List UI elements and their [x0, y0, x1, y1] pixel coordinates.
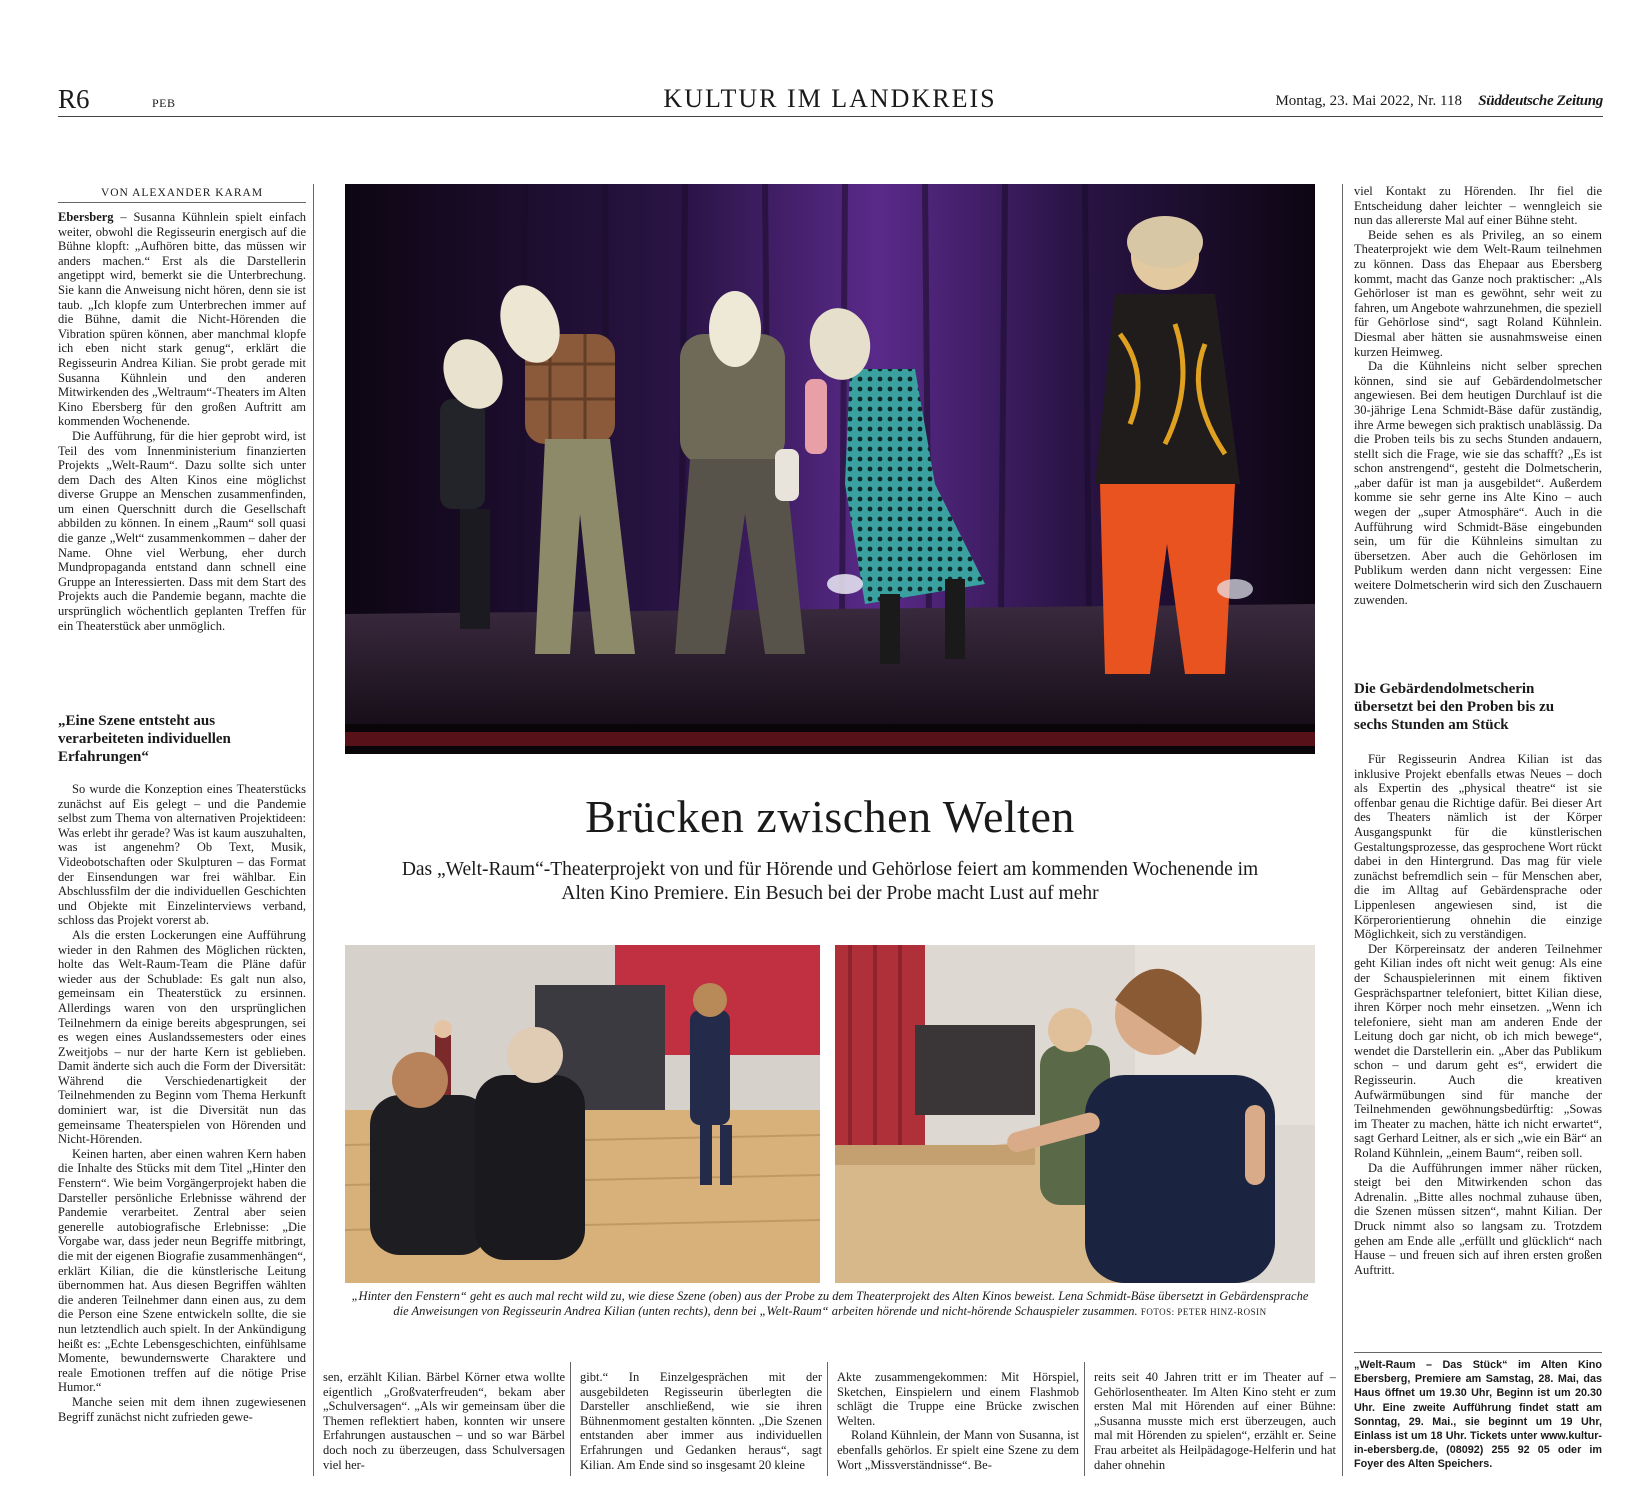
column-rule-right [1342, 184, 1343, 1476]
subheading-right: Die Gebärdendolmetscherin übersetzt bei den Proben bis zu sechs Stunden am Stück [1354, 681, 1555, 733]
article-column-bottom-2 [580, 1370, 822, 1476]
subheading-left: „Eine Szene entsteht aus verarbeiteten individuellen Erfahrungen“ [58, 713, 231, 765]
infobox-rule [1354, 1352, 1602, 1353]
article-paragraph: sen, erzählt Kilian. Bärbel Körner etwa wollte eigentlich „Großvaterfreuden“, bekam aber „Schulversagen“. „Als wir gemeinsam über die Themen reflektiert haben, konnten wir unsere Erfahrungen austauschen – und so war Bärbel doch noch zu überzeugen, dass Schulversagen viel her- [323, 1370, 565, 1472]
stage-scene-illustration [345, 184, 1315, 754]
article-column-bottom-3 [837, 1370, 1079, 1476]
article-paragraph: Manche seien mit dem ihnen zugewiesenen Begriff zunächst nicht zufrieden gewe- [58, 1394, 306, 1424]
article-paragraph: So wurde die Konzeption eines Theaterstücks zunächst auf Eis gelegt – und die Pandemie selbst zum Thema von alternativen Projektideen: Was erlebt ihr gerade? Was ist kaum auszuhalten, was ist angenehm? Ob Text, Musik, Videobotschaften oder Skulpturen – das Format der Einsendungen war frei wählbar. Ein Abschlussfilm der die individuellen Geschichten und Objekte mit Einzelinterviews verband, schloss das Projekt vorerst ab. [58, 782, 306, 928]
photo-credit: FOTOS: PETER HINZ-ROSIN [1140, 1307, 1267, 1317]
dateline-location: Ebersberg [58, 210, 114, 224]
section-title: KULTUR IM LANDKREIS [663, 84, 997, 113]
caption-text: „Hinter den Fenstern“ geht es auch mal recht wild zu, wie diese Szene (oben) aus der Probe zu dem Theaterprojekt des Alten Kinos beweist. Lena Schmidt-Bäse übersetzt in Gebärdensprache die Anweisungen von Regisseurin Andrea Kilian (unten rechts), denn bei „Welt-Raum“ arbeiten hörende und nicht-hörende Schauspieler zusammen. [351, 1289, 1309, 1318]
page-number: R6 [58, 84, 90, 114]
column-rule-bottom-3 [1084, 1362, 1085, 1476]
newspaper-logo: Süddeutsche Zeitung [1478, 93, 1603, 109]
article-paragraph: Für Regisseurin Andrea Kilian ist das inklusive Projekt ebenfalls etwas Neues – doch als Expertin des „physical theatre“ ist sie offenbar genau die Richtige dafür. Bei dieser Art des Theaters nämlich ist der Körper Ausgangspunkt für die künstlerischen Gestaltungsprozesse, das gesprochene Wort rückt dabei in den Hintergrund. Das mag für viele zunächst befremdlich sein – für Menschen aber, die im Alltag auf Gebärdensprache oder Lippenlesen angewiesen sind, ist die Körperorientierung ohnehin die einzige Möglichkeit, sich zu verständigen. [1354, 752, 1602, 942]
article-column-bottom-1 [323, 1370, 565, 1476]
article-paragraph: Die Aufführung, für die hier geprobt wird, ist Teil des vom Innenministerium finanzierten Projekts „Welt-Raum“. Dazu sollte sich unter dem Dach des Alten Kinos eine möglichst diverse Gruppe an Menschen zusammenfinden, um einen Querschnitt durch die Gesellschaft abbilden zu können. In einem „Raum“ soll quasi die ganze „Welt“ zusammenkommen – daher der Name. Ohne viel Werbung, eher durch Mundpropaganda entstand dann schnell eine Gruppe an Interessierten. Dass mit dem Start des Projekts auch die Pandemie begann, machte die ursprünglich wöchentlich geplanten Treffen für ein Theaterstück aber unmöglich. [58, 428, 306, 633]
article-column-bottom-4 [1094, 1370, 1336, 1476]
article-paragraph: Da die Kühnleins nicht selber sprechen können, sind sie auf Gebärdendolmetscher angewiesen. Bei dem heutigen Durchlauf ist die 30-jährige Lena Schmidt-Bäse dafür zuständig, ihre Arme bewegen sich praktisch unablässig. Da die Proben teils bis zu sechs Stunden andauern, stellt sich die Frage, wie sie das schafft? „Es ist schon anstrengend“, gesteht die Dolmetscherin, „aber dafür ist man ja ausgebildet“. Außerdem komme sie sehr gerne ins Alte Kino – auch wegen der „super Atmosphäre“. Auch in die Aufführung wird Schmidt-Bäse eingebunden sein, um für die Kühnleins simultan zu übersetzen. Aber auch die Gehörlosen im Publikum werden dann nicht vergessen: Eine weitere Dolmetscherin wird sich den Zuschauern zuwenden. [1354, 359, 1602, 607]
byline-rule [58, 202, 306, 203]
photo-interpreter-director [835, 945, 1315, 1283]
paragraph-text: – Susanna Kühnlein spielt einfach weiter, obwohl die Regisseurin energisch auf die Bühne klopft: „Aufhören bitte, das müssen wir anders machen.“ Erst als die Darstellerin angetippt wird, bemerkt sie die Unterbrechung. Sie kann die Anweisung nicht hören, denn sie ist taub. „Ich klopfe zum Unterbrechen immer auf die Bühne, damit die Nicht-Hörenden die Vibration spüren können, aber manchmal klopfe ich eben nicht stark genug“, erklärt die Regisseurin Andrea Kilian. Sie probt gerade mit Susanna Kühnlein und den anderen Mitwirkenden des „Weltraum“-Theaters im Alten Kino Ebersberg für den großen Auftritt am kommenden Wochenende. [58, 210, 306, 429]
article-paragraph: Als die ersten Lockerungen eine Aufführung wieder in den Rahmen des Möglichen rückten, holte das Welt-Raum-Team die Pläne dafür wieder aus der Schublade: Es galt nun also, gemeinsam ein Theaterstück zu ersinnen. Allerdings waren von den ursprünglichen Teilnehmern da einige bereits abgesprungen, sei es wegen eines Auslandssemesters oder eines Zweitjobs – nur der harte Kern ist geblieben. Damit änderte sich auch die Form der Diversität: Während die Verschiedenartigkeit der Teilnehmenden zu Beginn vom Thema Herkunft dominiert war, ist die Diversität nun das gemeinsame Theaterspielen von Hörenden und Nicht-Hörenden. [58, 927, 306, 1147]
article-column-left-top [58, 210, 306, 697]
issue-date: Montag, 23. Mai 2022, Nr. 118 [1275, 93, 1462, 109]
column-rule-bottom-1 [570, 1362, 571, 1476]
article-paragraph: gibt.“ In Einzelgesprächen mit der ausgebildeten Regisseurin überlegten die Darsteller anschließend, wie sie ihren Bühnenmoment gestalten könnten. „Die Szenen entstanden aber immer aus individuellen Erfahrungen und Gedanken heraus“, sagt Kilian. Am Ende sind so insgesamt 20 kleine [580, 1370, 822, 1472]
column-rule-left [313, 184, 314, 1476]
article-paragraph: reits seit 40 Jahren tritt er im Theater auf – Gehörlosentheater. Im Alten Kino steht er zum ersten Mal mit Hörenden auf einer Bühne: „Susanna musste mich erst überzeugen, auch mal mit Hörenden zu spielen“, erzählt er. Seine Frau arbeitet als Heilpädagoge-Helferin und hat daher ohnehin [1094, 1370, 1336, 1472]
edition-code: PEB [152, 96, 176, 110]
photo-caption [345, 1289, 1315, 1320]
article-paragraph: Roland Kühnlein, der Mann von Susanna, ist ebenfalls gehörlos. Er spielt eine Szene zu dem Wort „Missverständnisse“. Be- [837, 1428, 1079, 1472]
interpreter-illustration [835, 945, 1315, 1283]
article-column-right-top [1354, 184, 1602, 672]
article-paragraph: Akte zusammengekommen: Mit Hörspiel, Sketchen, Einspielern und einem Flashmob schlägt die Truppe eine Brücke zwischen Welten. [837, 1370, 1079, 1428]
article-paragraph: viel Kontakt zu Hörenden. Ihr fiel die Entscheidung daher leichter – wenngleich sie nun das allererste Mal auf einer Bühne steht. [1354, 184, 1602, 228]
article-paragraph [58, 210, 306, 429]
header-rule [58, 116, 1603, 117]
column-rule-bottom-2 [827, 1362, 828, 1476]
article-paragraph: Beide sehen es als Privileg, an so einem Theaterprojekt wie dem Welt-Raum teilnehmen zu können. Dass das Ehepaar aus Ebersberg kommt, macht das Ganze noch praktischer: „Als Gehörloser ist man es gewöhnt, sehr weit zu fahren, um Angebote wahrzunehmen, die speziell für Gehörlose sind“, sagt Roland Kühnlein. Diesmal aber hätten sie ausnahmsweise einen kurzen Heimweg. [1354, 227, 1602, 359]
article-dek: Das „Welt-Raum“-Theaterprojekt von und für Hörende und Gehörlose feiert am kommenden Wochenende im Alten Kino Premiere. Ein Besuch bei der Probe macht Lust auf mehr [401, 859, 1259, 904]
article-paragraph: Da die Aufführungen immer näher rücken, steigt bei den Mitwirkenden schon das Adrenalin. „Bitte alles nochmal zuhause üben, die Szenen müssen sitzen“, mahnt Kilian. Der Druck nimmt also so langsam zu. Trotzdem gehen am Ende alle „erfüllt und glücklich“ nach Hause – und freuen sich auf ihren ersten großen Auftritt. [1354, 1160, 1602, 1277]
article-paragraph: Der Körpereinsatz der anderen Teilnehmer geht Kilian indes oft nicht weit genug: Als eine der Schauspielerinnen mit einem fiktiven Gesprächspartner telefoniert, bittet Kilian diese, ihren Körper noch mehr einsetzen. „Wenn ich telefoniere, sieht man am anderen Ende der Leitung doch gar nicht, ob ich mich bewege“, wendet die Darstellerin ein. „Aber das Publikum schon – und darum geht es“, erwidert die Regisseurin. Auch die kreativen Aufwärmübungen sind für manche der Teilnehmenden gewöhnungsbedürftig: „Sowas im Theater zu machen, hätte ich nicht erwartet“, sagt Gerhard Leitner, als er sich „wie ein Bär“ an Roland Kühnlein, „einem Baum“, reiben soll. [1354, 941, 1602, 1161]
event-infobox: „Welt-Raum – Das Stück“ im Alten Kino Ebersberg, Premiere am Samstag, 28. Mai, das Haus öffnet um 19.30 Uhr, Beginn ist um 20.30 Uhr. Eine zweite Aufführung findet statt am Sonntag, 29. Mai., sie beginnt um 19 Uhr, Einlass ist um 18 Uhr. Tickets unter www.kultur-in-ebersberg.de, (08092) 255 92 05 oder im Foyer des Alten Speichers. [1354, 1359, 1602, 1471]
rehearsal-illustration [345, 945, 820, 1283]
photo-rehearsal-group [345, 945, 820, 1283]
main-photo-stage-scene [345, 184, 1315, 754]
byline: VON ALEXANDER KARAM [100, 187, 264, 199]
article-paragraph: Keinen harten, aber einen wahren Kern haben die Inhalte des Stücks mit dem Titel „Hinter den Fenstern“. Wie beim Vorgängerprojekt haben die Darsteller persönliche Erlebnisse während der Pandemie verarbeitet. Zentral aber seien generelle autobiografische Erlebnisse: „Die Vorgabe war, dass jeder neun Begriffe mitbringt, die mit der eigenen Biografie zusammenhängen“, erklärt Kilian, die die künstlerische Leitung übernommen hat. Aus diesen Begriffen wählten die anderen Teilnehmer dann einen aus, zu dem die Person eine Szene entwickeln sollte, die sie nun letztendlich auch spielt. In der Ankündigung heißt es: „Echte Lebensgeschichten, einfühlsame Momente, bewundernswerte Charaktere und reale Emotionen treffen auf die nötige Prise Humor.“ [58, 1146, 306, 1395]
article-headline: Brücken zwischen Welten [585, 791, 1075, 842]
article-column-left-bottom [58, 782, 306, 1476]
article-column-right-bottom [1354, 752, 1602, 1348]
